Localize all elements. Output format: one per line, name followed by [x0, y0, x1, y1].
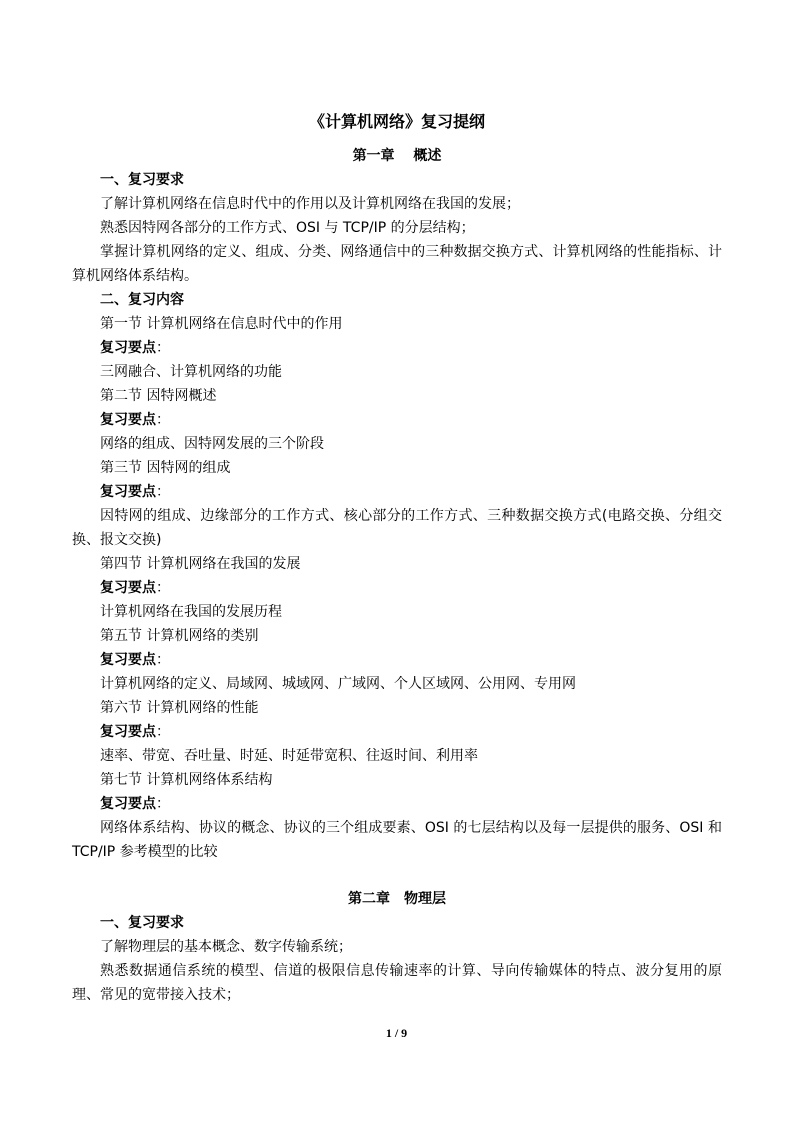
colon: ： [156, 724, 170, 740]
paragraph: 第六节 计算机网络的性能 [100, 700, 259, 716]
page-number: 1 / 9 [385, 1026, 408, 1040]
colon: ： [156, 484, 170, 500]
document-title: 《计算机网络》复习提纲 [308, 112, 485, 131]
paragraph: 三网融合、计算机网络的功能 [100, 364, 282, 380]
paragraph: 网络体系结构、协议的概念、协议的三个组成要素、OSI 的七层结构以及每一层提供的服务、OSI 和 TCP/IP 参考模型的比较 [72, 820, 722, 860]
paragraph: 第四节 计算机网络在我国的发展 [100, 556, 301, 572]
paragraph: 计算机网络的定义、局域网、城域网、广域网、个人区域网、公用网、专用网 [100, 676, 576, 692]
key-points-text: 复习要点 [100, 580, 156, 596]
key-points-label [72, 792, 722, 816]
key-points-text: 复习要点 [100, 484, 156, 500]
section-heading: 一、复习要求 [100, 172, 184, 188]
colon: ： [156, 796, 170, 812]
key-points-label [72, 336, 722, 360]
chapter-heading: 第一章 概述 [352, 148, 442, 164]
paragraph: 了解物理层的基本概念、数字传输系统； [100, 939, 352, 955]
paragraph: 第二节 因特网概述 [100, 388, 217, 404]
paragraph: 计算机网络在我国的发展历程 [100, 604, 282, 620]
key-points-label [72, 408, 722, 432]
key-points-text: 复习要点 [100, 652, 156, 668]
key-points-label [72, 480, 722, 504]
colon: ： [156, 652, 170, 668]
key-points-text: 复习要点 [100, 796, 156, 812]
paragraph: 第三节 因特网的组成 [100, 460, 231, 476]
colon: ： [156, 580, 170, 596]
paragraph: 网络的组成、因特网发展的三个阶段 [100, 436, 324, 452]
paragraph: 速率、带宽、吞吐量、时延、时延带宽积、往返时间、利用率 [100, 748, 478, 764]
colon: ： [156, 340, 170, 356]
paragraph: 熟悉数据通信系统的模型、信道的极限信息传输速率的计算、导向传输媒体的特点、波分复用的原理、常见的宽带接入技术； [72, 963, 722, 1003]
document-body [72, 110, 722, 1007]
key-points-label [72, 720, 722, 744]
chapter-heading: 第二章 物理层 [348, 891, 446, 907]
paragraph: 因特网的组成、边缘部分的工作方式、核心部分的工作方式、三种数据交换方式(电路交换、分组交换、报文交换) [72, 508, 722, 548]
document-content [72, 144, 722, 1007]
paragraph: 掌握计算机网络的定义、组成、分类、网络通信中的三种数据交换方式、计算机网络的性能指标、计算机网络体系结构。 [72, 244, 722, 284]
section-heading: 一、复习要求 [100, 915, 184, 931]
key-points-label [72, 576, 722, 600]
section-heading: 二、复习内容 [100, 292, 184, 308]
key-points-text: 复习要点 [100, 412, 156, 428]
paragraph: 第一节 计算机网络在信息时代中的作用 [100, 316, 343, 332]
key-points-label [72, 648, 722, 672]
paragraph: 第五节 计算机网络的类别 [100, 628, 259, 644]
paragraph: 第七节 计算机网络体系结构 [100, 772, 273, 788]
paragraph: 熟悉因特网各部分的工作方式、OSI 与 TCP/IP 的分层结构； [100, 220, 475, 236]
colon: ： [156, 412, 170, 428]
paragraph: 了解计算机网络在信息时代中的作用以及计算机网络在我国的发展； [100, 196, 520, 212]
key-points-text: 复习要点 [100, 340, 156, 356]
key-points-text: 复习要点 [100, 724, 156, 740]
